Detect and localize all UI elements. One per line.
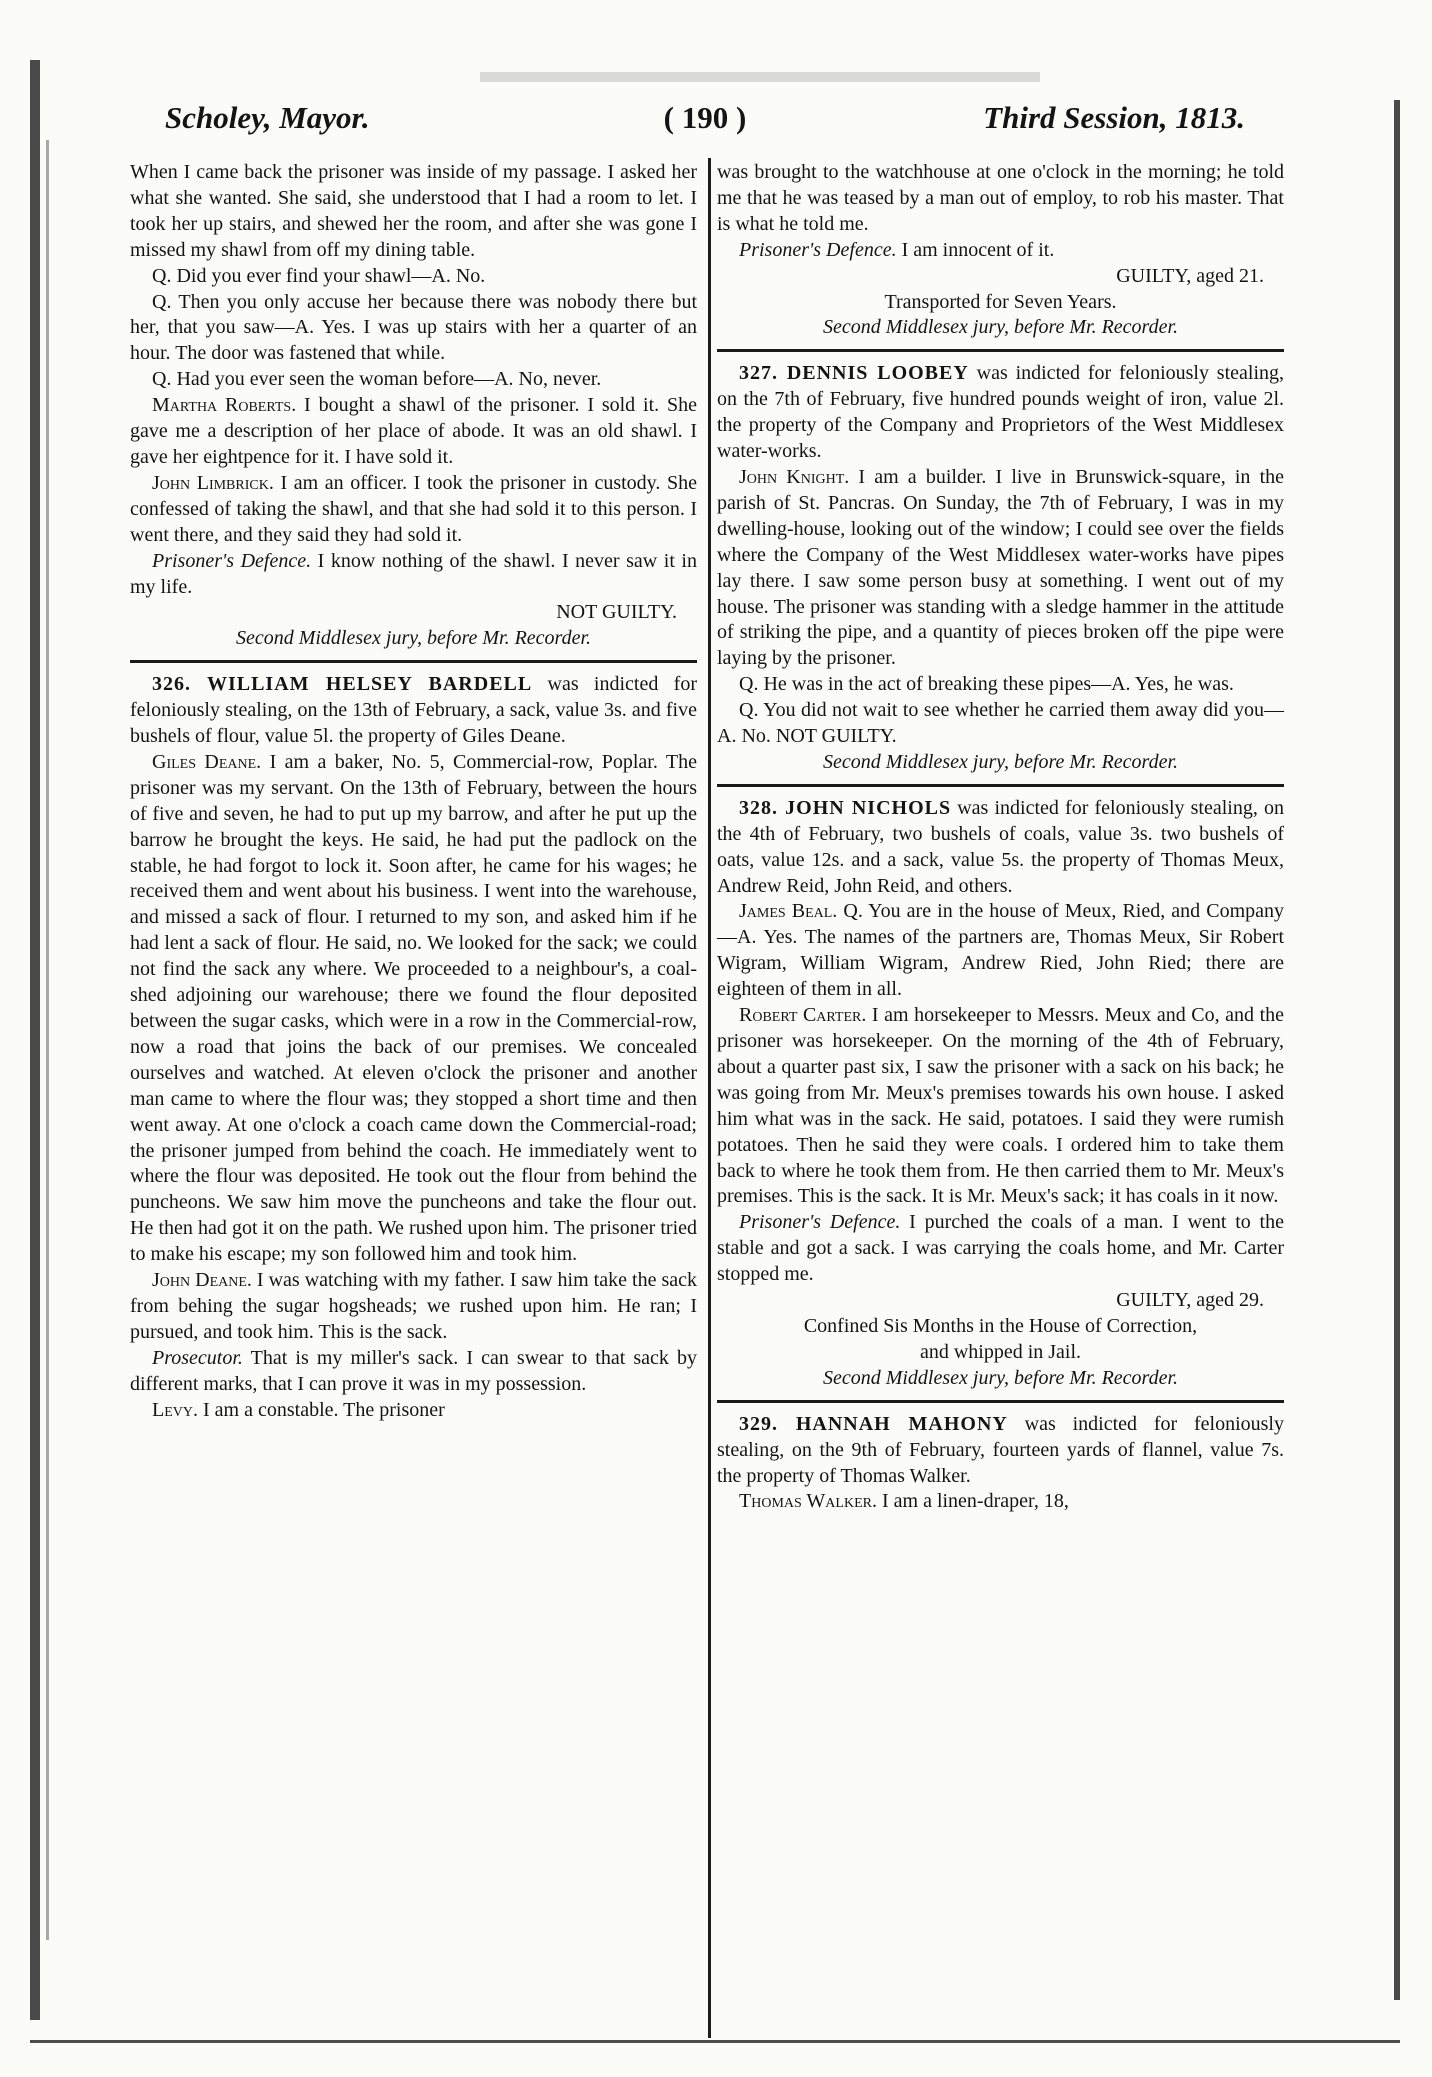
testimony-james-beal [717, 899, 1284, 1003]
section-rule [717, 1400, 1284, 1403]
testimony-john-knight [717, 465, 1284, 672]
testimony-thomas-walker [717, 1489, 1284, 1515]
witness-name: John Limbrick. [152, 471, 274, 494]
witness-name: Robert Carter. [739, 1004, 867, 1027]
header-mayor: Scholey, Mayor. [165, 100, 370, 135]
case-heading: 327. DENNIS LOOBEY [739, 362, 969, 385]
witness-name: John Deane. [152, 1269, 252, 1292]
case-text: was indicted for feloniously stealing, on the 4th of February, two bushels of coals, value 3s. two bushels of oats, value 12s. and a sack, value 5s. the property of Thomas Meux, Andrew Reid, John Reid, and others. [717, 796, 1284, 897]
paragraph: When I came back the prisoner was inside of my passage. I asked her what she wanted. She said, she understood that I had a room to let. I took her up stairs, and shewed her the room, and after she was gone I missed my shawl from off my dining table. [130, 161, 697, 261]
testimony-john-limbrick [130, 471, 697, 549]
running-header [165, 100, 1245, 146]
case-heading: 329. HANNAH MAHONY [739, 1412, 1008, 1435]
case-326 [130, 672, 697, 750]
defence-text: I am innocent of it. [896, 238, 1055, 261]
testimony-text: I am a baker, No. 5, Commercial-row, Poplar. The prisoner was my servant. On the 13th of February, between the hours of five and seven, he had to put up my barrow, and after he put up the barrow he brought the keys. He said, he had put the padlock on the stable, he had forgot to lock it. Soon after, he came for his wages; he received them and went about his business. I went into the warehouse, and missed a sack of flour. I returned to my son, and asked him if he had lent a sack of flour. He said, no. We looked for the sack; we could not find the sack any where. We proceeded to a neighbour's, a coal-shed adjoining our warehouse; there we found the flour deposited between the sugar casks, which were in a row in the Commercial-row, now a road that joins the back of our premises. We concealed ourselves and watched. At eleven o'clock the prisoner and another man came to where the flour was; they stopped a short time and then went away. At one o'clock a coach came down the Commercial-road; the prisoner jumped from behind the coach. He immediately went to where the flour was deposited. He took out the flour from behind the puncheons. We saw him move the puncheons and take the flour out. He then had got it on the path. We rushed upon him. The prisoner tried to make his escape; my son followed him and took him. [130, 750, 697, 1266]
testimony-martha-roberts [130, 393, 697, 471]
question: Q. Then you only accuse her because there was nobody there but her, that you saw—A. Yes. I was up stairs with her a quarter of an hour. The door was fastened that while. [130, 290, 697, 365]
prisoner-defence [717, 238, 1284, 264]
testimony-text: Q. You are in the house of Meux, Ried, and Company—A. Yes. The names of the partners are, Thomas Meux, Sir Robert Wigram, William Wigram, Andrew Ried, John Ried; there are eighteen of them in all. [717, 900, 1285, 1001]
witness-name: John Knight. [739, 465, 850, 488]
case-text: was indicted for feloniously stealing, on the 7th of February, five hundred pounds weight of iron, value 2l. the property of the Company and Proprietors of the West Middlesex water-works. [717, 362, 1284, 463]
prisoner-defence [717, 1210, 1284, 1288]
testimony-john-deane [130, 1268, 697, 1346]
witness-name: Martha Roberts. [152, 394, 297, 417]
sentence: Confined Sis Months in the House of Correction, [803, 1314, 1198, 1337]
case-heading: 328. JOHN NICHOLS [739, 796, 952, 819]
page-edge-shadow [30, 60, 40, 2020]
verdict: GUILTY, aged 29. [1116, 1289, 1264, 1312]
case-heading: 326. WILLIAM HELSEY BARDELL [152, 673, 533, 696]
page-edge-shadow-right [1394, 100, 1400, 2000]
witness-name: Thomas Walker. [739, 1490, 877, 1513]
question: Q. Had you ever seen the woman before—A. No, never. [152, 368, 602, 391]
testimony-robert-carter [717, 1003, 1284, 1210]
defence-label: Prisoner's Defence. [152, 549, 312, 572]
page-edge-line [46, 140, 49, 1940]
left-column [130, 160, 697, 1424]
jury-note: Second Middlesex jury, before Mr. Recorder. [822, 750, 1179, 773]
section-rule [130, 660, 697, 663]
witness-name: Giles Deane. [152, 750, 262, 773]
testimony-text: I am horsekeeper to Messrs. Meux and Co, and the prisoner was horsekeeper. On the morning of the 4th of February, about a quarter past six, I saw the prisoner with a sack on his back; he was going from Mr. Meux's premises towards his own house. I asked him what was in the sack. He said, potatoes. I said they were rumish potatoes. Then he said they were coals. I ordered him to take them back to where he took them from. He then carried them to Mr. Meux's premises. This is the sack. It is Mr. Meux's sack; it has coals in it now. [717, 1004, 1285, 1208]
prosecutor-text: That is my miller's sack. I can swear to that sack by different marks, that I can prove it was in my possession. [130, 1346, 697, 1395]
testimony-text: I bought a shawl of the prisoner. I sold it. She gave me a description of her place of abode. It was an old shawl. I gave her eightpence for it. I have sold it. [130, 394, 697, 468]
case-327 [717, 361, 1284, 465]
witness-name: James Beal. [739, 900, 838, 923]
prisoner-defence [130, 549, 697, 601]
right-column [717, 160, 1284, 1515]
testimony-text: I was watching with my father. I saw him take the sack from behing the sugar hogsheads; we rushed upon him. He ran; I pursued, and took him. This is the sack. [130, 1269, 697, 1343]
question: Q. He was in the act of breaking these pipes—A. Yes, he was. [739, 673, 1234, 696]
footer-rule [30, 2040, 1400, 2043]
jury-note: Second Middlesex jury, before Mr. Recorder. [235, 627, 592, 650]
prosecutor-statement [130, 1346, 697, 1398]
section-rule [717, 784, 1284, 787]
jury-note: Second Middlesex jury, before Mr. Recorder. [822, 1366, 1179, 1389]
sentence: Transported for Seven Years. [884, 290, 1117, 313]
testimony-giles-deane [130, 750, 697, 1268]
question-text: Q. You did not wait to see whether he carried them away did you—A. No. [717, 699, 1284, 748]
prosecutor-label: Prosecutor. [152, 1346, 243, 1369]
question: Q. Did you ever find your shawl—A. No. [152, 264, 486, 287]
testimony-text: I am a builder. I live in Brunswick-square, in the parish of St. Pancras. On Sunday, the 7th of February, I was in my dwelling-house, looking out of the window; I could see over the fields where the Company of the West Middlesex water-works have pipes lay there. I saw some person busy at something. I went out of my house. The prisoner was standing with a sledge hammer in the attitude of striking the pipe, and a quantity of pieces broken off the pipe were laying by the prisoner. [717, 465, 1285, 670]
scan-smudge [480, 72, 1040, 82]
case-329 [717, 1412, 1284, 1490]
question [717, 698, 1284, 750]
testimony-levy [130, 1398, 697, 1424]
case-text: was indicted for feloniously stealing, on the 13th of February, a sack, value 3s. and five bushels of flour, value 5l. the property of Giles Deane. [130, 673, 697, 748]
defence-text: I know nothing of the shawl. I never saw it in my life. [130, 549, 697, 598]
paragraph: was brought to the watchhouse at one o'clock in the morning; he told me that he was teased by a man out of employ, to rob his master. That is what he told me. [717, 161, 1284, 235]
header-session: Third Session, 1813. [983, 100, 1245, 135]
testimony-text: I am a constable. The prisoner [198, 1398, 445, 1421]
column-divider [708, 158, 711, 2038]
section-rule [717, 349, 1284, 352]
sentence: and whipped in Jail. [919, 1340, 1082, 1363]
defence-label: Prisoner's Defence. [739, 238, 897, 261]
testimony-text: I am a linen-draper, 18, [876, 1490, 1069, 1513]
page-number: ( 190 ) [663, 100, 747, 135]
jury-note: Second Middlesex jury, before Mr. Recorder. [822, 316, 1179, 339]
case-text: was indicted for feloniously stealing, on the 9th of February, fourteen yards of flannel, value 7s. the property of Thomas Walker. [717, 1412, 1284, 1487]
testimony-text: I am an officer. I took the prisoner in custody. She confessed of taking the shawl, and that she had sold it to this person. I went there, and they said they had sold it. [130, 471, 697, 546]
verdict: GUILTY, aged 21. [1116, 264, 1264, 287]
defence-label: Prisoner's Defence. [739, 1211, 901, 1234]
case-328 [717, 796, 1284, 900]
witness-name: Levy. [152, 1398, 198, 1421]
verdict: NOT GUILTY. [556, 601, 677, 624]
verdict: NOT GUILTY. [775, 725, 897, 748]
defence-text: I purched the coals of a man. I went to the stable and got a sack. I was carrying the coals home, and Mr. Carter stopped me. [717, 1211, 1284, 1286]
